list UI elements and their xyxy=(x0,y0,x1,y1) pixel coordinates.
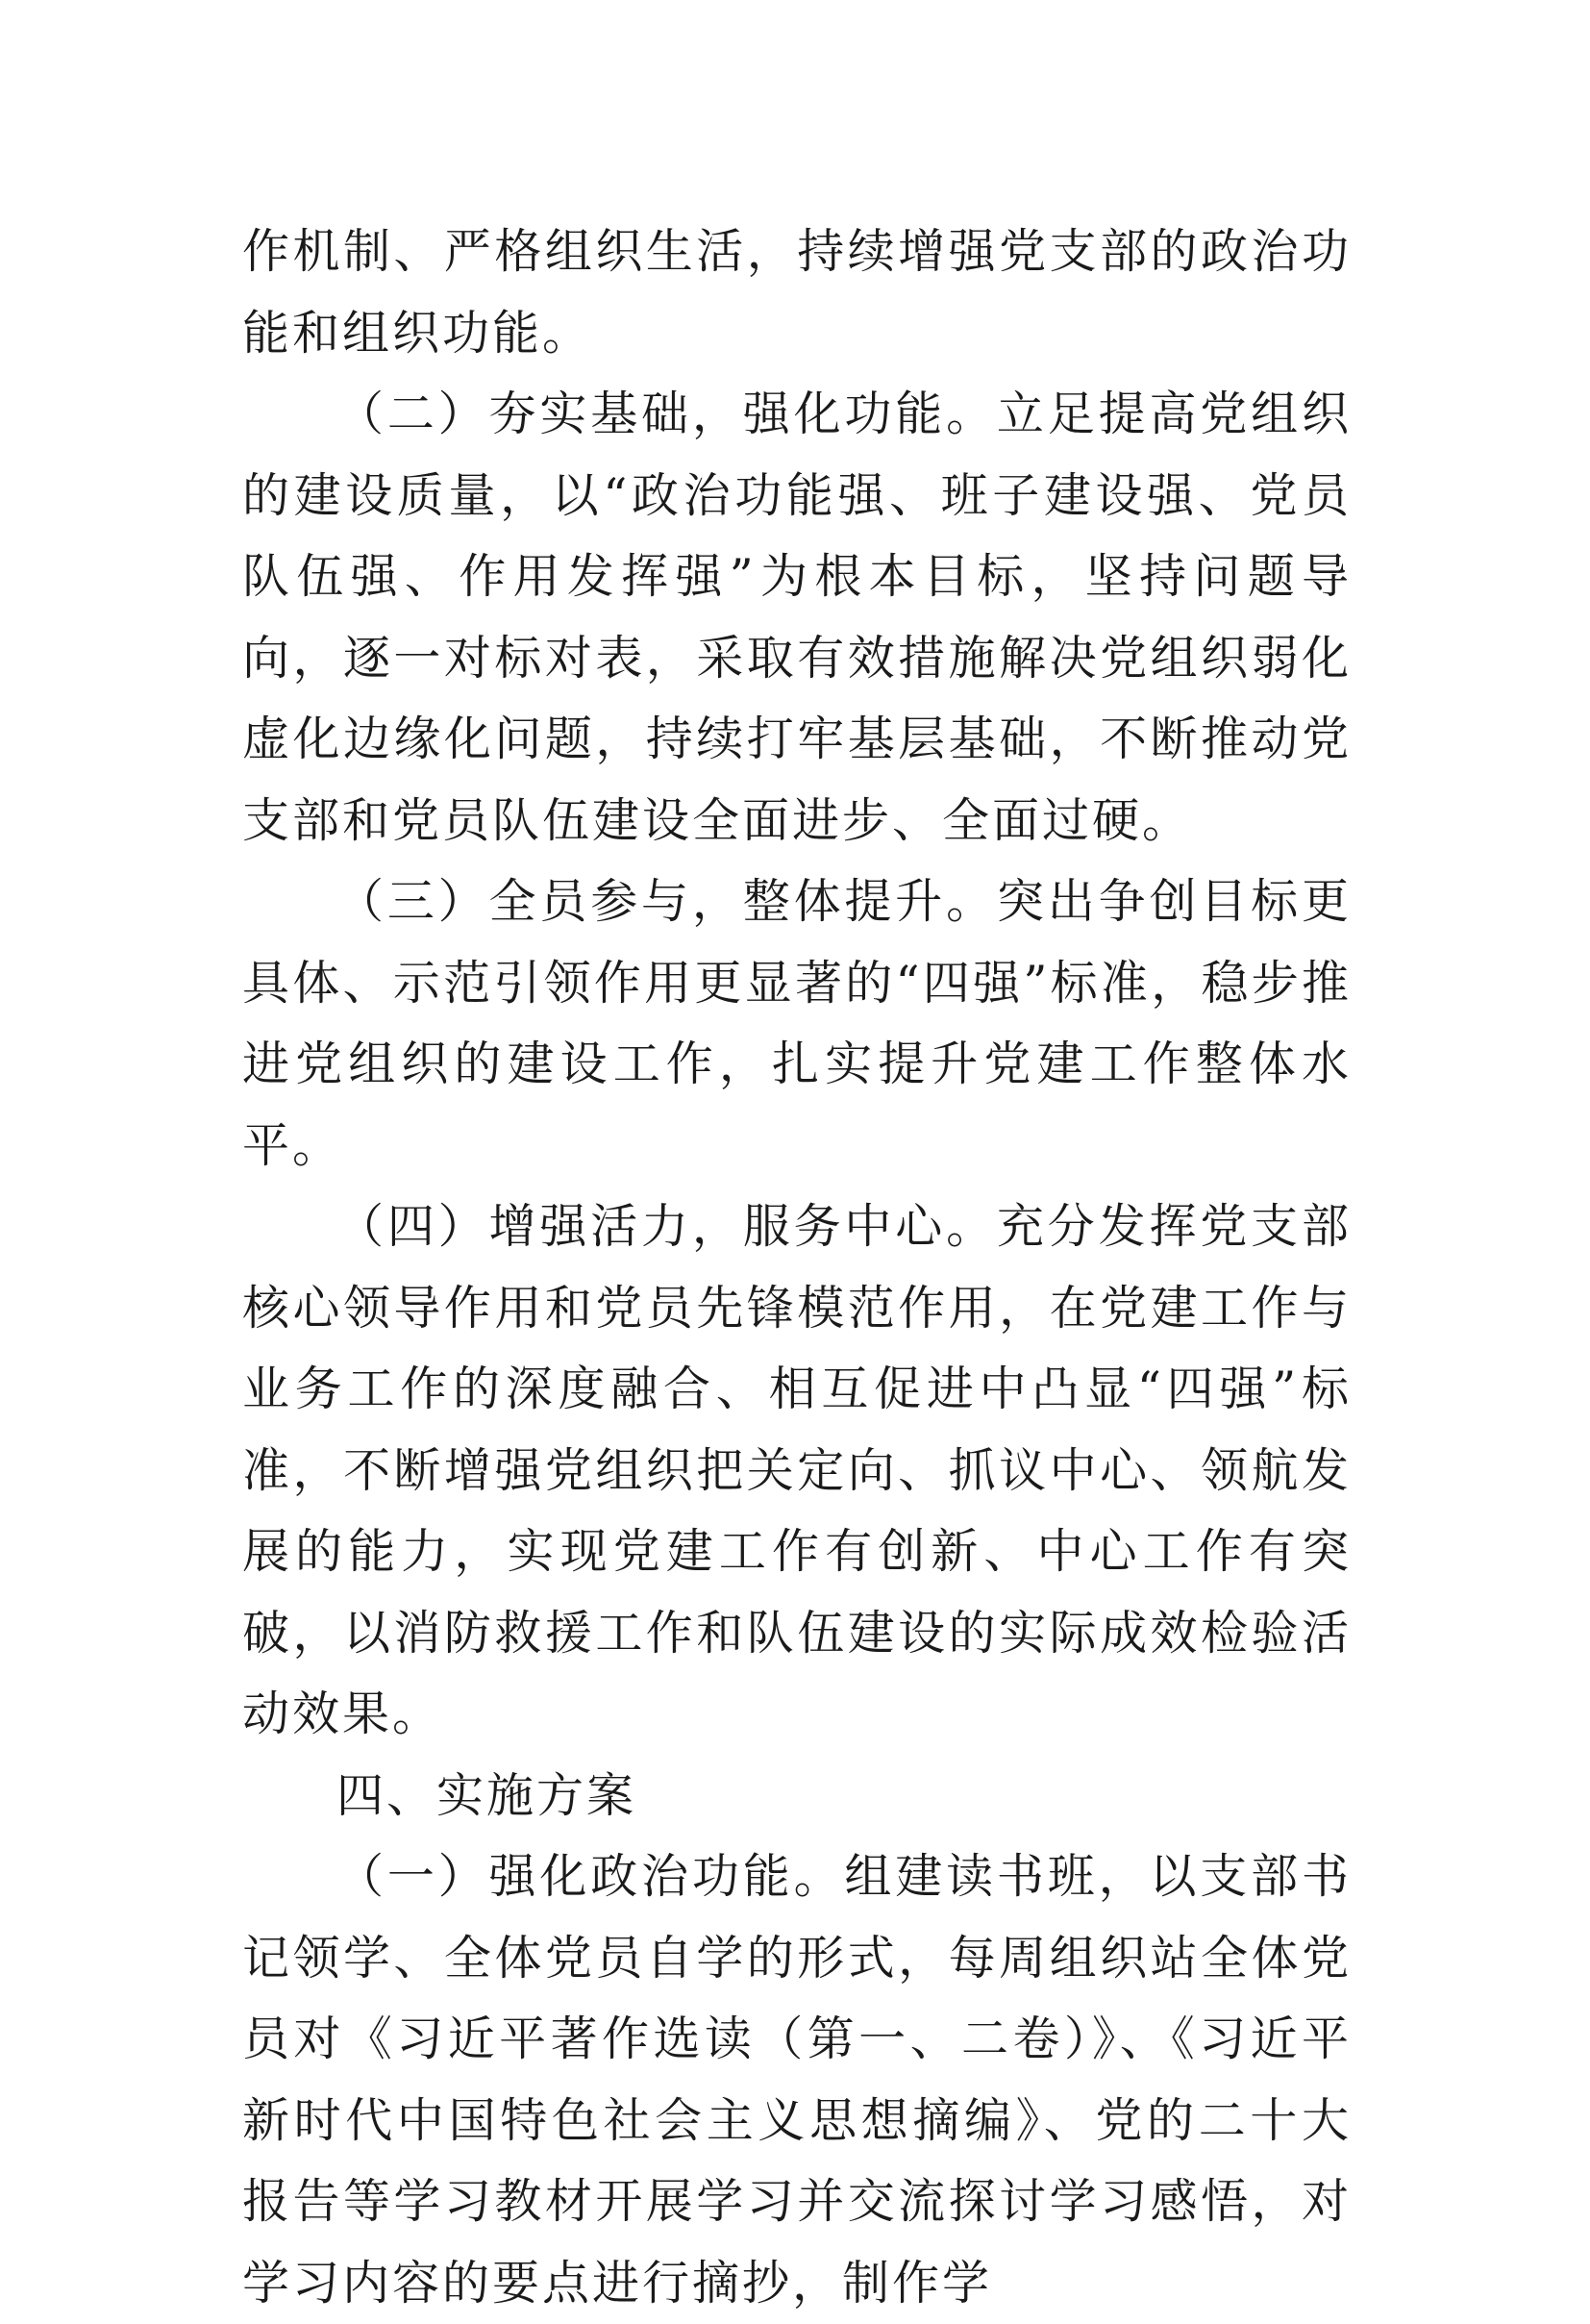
paragraph-implementation-1: （一）强化政治功能。组建读书班，以支部书记领学、全体党员自学的形式，每周组织站全体党员对《习近平著作选读（第一、二卷）》、《习近平新时代中国特色社会主义思想摘编》、党的二十大报告等学习教材开展学习并交流探讨学习感悟，对学习内容的要点进行摘抄，制作学 xyxy=(242,1849,1352,2311)
paragraph-section-4: （四）增强活力，服务中心。充分发挥党支部核心领导作用和党员先锋模范作用，在党建工作与业务工作的深度融合、相互促进中凸显“四强”标准，不断增强党组织把关定向、抓议中心、领航发展的能力，实现党建工作有创新、中心工作有突破，以消防救援工作和队伍建设的实际成效检验活动效果。 xyxy=(242,1199,1352,1741)
document-body xyxy=(242,212,1352,2324)
section-heading-implementation: 四、实施方案 xyxy=(336,1767,637,1823)
paragraph-section-2: （二）夯实基础，强化功能。立足提高党组织的建设质量，以“政治功能强、班子建设强、党员队伍强、作用发挥强”为根本目标，坚持问题导向，逐一对标对表，采取有效措施解决党组织弱化虚化边缘化问题，持续打牢基层基础，不断推动党支部和党员队伍建设全面进步、全面过硬。 xyxy=(242,387,1352,848)
paragraph-section-3: （三）全员参与，整体提升。突出争创目标更具体、示范引领作用更显著的“四强”标准，稳步推进党组织的建设工作，扎实提升党建工作整体水平。 xyxy=(242,874,1352,1173)
paragraph-continuation: 作机制、严格组织生活，持续增强党支部的政治功能和组织功能。 xyxy=(242,224,1352,361)
